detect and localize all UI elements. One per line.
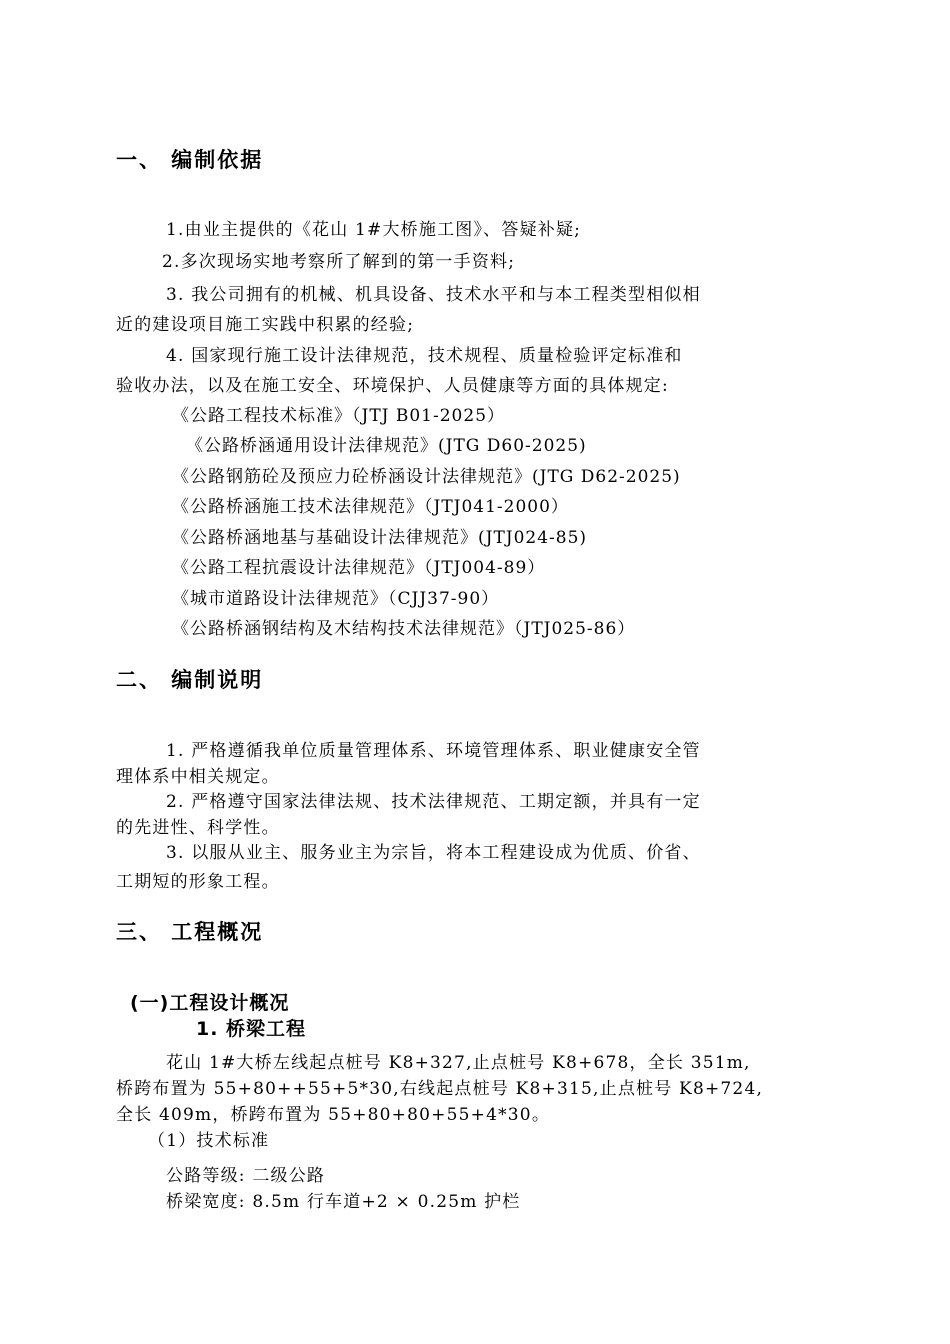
s1-line-4: 近的建设项目施工实践中积累的经验; bbox=[116, 315, 415, 335]
standard-item: 《公路桥涵地基与基础设计法律规范》(JTJ024-85) bbox=[172, 528, 588, 548]
standard-item: 《公路桥涵施工技术法律规范》（JTJ041-2000） bbox=[172, 497, 569, 517]
s3-line-2: 桥跨布置为 55+80++55+5*30,右线起点桩号 K8+315,止点桩号 K8+724, bbox=[116, 1079, 764, 1099]
s1-line-6: 验收办法，以及在施工安全、环境保护、人员健康等方面的具体规定: bbox=[116, 376, 669, 396]
subsection-title: (一)工程设计概况 bbox=[130, 992, 290, 1014]
standard-item: 《公路工程技术标准》（JTJ B01-2025） bbox=[172, 406, 506, 426]
s1-line-5: 4. 国家现行施工设计法律规范，技术规程、质量检验评定标准和 bbox=[166, 346, 683, 366]
standard-item: 《公路钢筋砼及预应力砼桥涵设计法律规范》(JTG D62-2025) bbox=[172, 467, 681, 487]
s2-line-6: 工期短的形象工程。 bbox=[116, 872, 280, 892]
s3-line-5: 公路等级: 二级公路 bbox=[166, 1166, 326, 1186]
standard-item: 《公路桥涵通用设计法律规范》(JTG D60-2025) bbox=[186, 436, 587, 456]
s1-line-1: 1.由业主提供的《花山 1#大桥施工图》、答疑补疑; bbox=[166, 220, 582, 240]
standard-item: 《公路工程抗震设计法律规范》（JTJ004-89） bbox=[172, 558, 546, 578]
standard-item: 《城市道路设计法律规范》（CJJ37-90） bbox=[172, 589, 500, 609]
section-1-title: 一、 编制依据 bbox=[116, 148, 264, 172]
s3-line-3: 全长 409m，桥跨布置为 55+80+80+55+4*30。 bbox=[116, 1105, 551, 1125]
s2-line-2: 理体系中相关规定。 bbox=[116, 767, 280, 787]
s2-line-4: 的先进性、科学性。 bbox=[116, 818, 280, 838]
s3-line-1: 花山 1#大桥左线起点桩号 K8+327,止点桩号 K8+678，全长 351m, bbox=[166, 1053, 751, 1073]
s1-line-3: 3. 我公司拥有的机械、机具设备、技术水平和与本工程类型相似相 bbox=[166, 285, 701, 305]
s2-line-3: 2. 严格遵守国家法律法规、技术法律规范、工期定额，并具有一定 bbox=[166, 792, 701, 812]
s2-line-1: 1. 严格遵循我单位质量管理体系、环境管理体系、职业健康安全管 bbox=[166, 741, 701, 761]
s3-line-6: 桥梁宽度: 8.5m 行车道+2 × 0.25m 护栏 bbox=[166, 1192, 521, 1212]
s3-line-4: （1）技术标准 bbox=[148, 1131, 270, 1151]
subsubsection-title: 1. 桥梁工程 bbox=[196, 1018, 307, 1040]
standard-item: 《公路桥涵钢结构及木结构技术法律规范》（JTJ025-86） bbox=[172, 619, 636, 639]
s2-line-5: 3. 以服从业主、服务业主为宗旨，将本工程建设成为优质、价省、 bbox=[166, 843, 701, 863]
section-3-title: 三、 工程概况 bbox=[116, 920, 264, 944]
section-2-title: 二、 编制说明 bbox=[116, 668, 264, 692]
s1-line-2: 2.多次现场实地考察所了解到的第一手资料; bbox=[162, 252, 516, 272]
